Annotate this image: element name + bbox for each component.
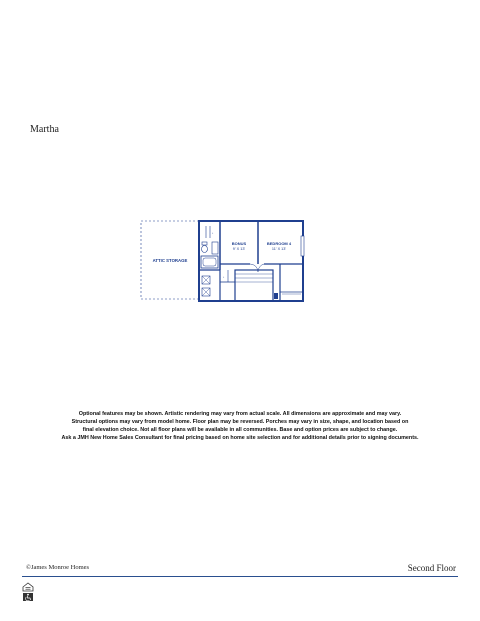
disclaimer-line: final elevation choice. Not all floor plans will be available in all communities. Base and option prices are subject to change.: [82, 427, 398, 433]
bedroom-4-label: BEDROOM 4: [266, 241, 292, 246]
laundry-icon: [202, 276, 210, 296]
footer-divider: [22, 576, 458, 577]
plan-name: Martha: [30, 124, 59, 135]
disclaimer: [40, 410, 440, 442]
footer-icons: [22, 582, 34, 602]
svg-text:L: L: [212, 233, 214, 235]
bonus-room-size: 9' X 13': [232, 247, 246, 251]
floor-plan: [140, 218, 306, 304]
equal-housing-icon: [23, 583, 33, 591]
bonus-room-label: BONUS: [231, 241, 247, 246]
bathtub-icon: [201, 256, 218, 268]
bedroom-4-size: 11' X 13': [271, 247, 287, 251]
copyright: ©James Monroe Homes: [26, 564, 90, 571]
accessibility-icon: [23, 593, 33, 601]
floor-label: Second Floor: [407, 563, 456, 573]
toilet-icon: [202, 242, 208, 253]
stairs: [235, 270, 273, 301]
floor-outline: [199, 221, 303, 301]
disclaimer-line: Structural options may vary from model home. Floor plan may be reversed. Porches may vary in size, shape, and location based on: [71, 419, 409, 425]
svg-text:L: L: [223, 277, 225, 279]
disclaimer-line: Optional features may be shown. Artistic rendering may vary from actual scale. All dimensions are approximate and may vary.: [78, 411, 402, 417]
disclaimer-line: Ask a JMH New Home Sales Consultant for final pricing based on home site selection and for additional details prior to signing documents.: [61, 435, 419, 441]
attic-storage-label: ATTIC STORAGE: [152, 258, 188, 263]
